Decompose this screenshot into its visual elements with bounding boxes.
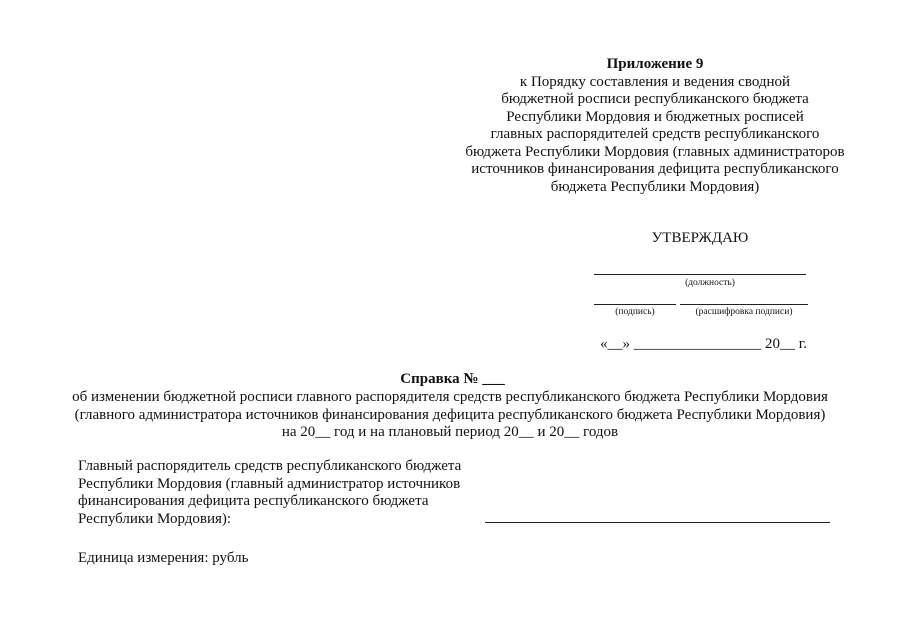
reference-line: на 20__ год и на плановый период 20__ и 20__ годов xyxy=(281,424,619,440)
appendix-line: Республики Мордовия и бюджетных росписей xyxy=(506,108,804,125)
unit-of-measure: Единица измерения: рубль xyxy=(78,550,249,566)
reference-title: Справка № ___ xyxy=(400,371,505,387)
signature-line xyxy=(594,304,676,305)
appendix-line: бюджетной росписи республиканского бюджета xyxy=(501,91,809,107)
reference-line: (главного администратора источников финансирования дефицита республиканского бюджета Республики Мордовия) xyxy=(74,406,826,423)
decoding-caption: (расшифровка подписи) xyxy=(695,307,793,317)
approval-date-line: «__» _________________ 20__ г. xyxy=(600,336,807,352)
appendix-title: Приложение 9 xyxy=(606,56,704,72)
appendix-line: главных распорядителей средств республиканского xyxy=(490,126,820,142)
position-caption: (должность) xyxy=(685,278,735,288)
appendix-line: к Порядку составления и ведения сводной xyxy=(519,73,791,90)
manager-label xyxy=(78,458,478,528)
manager-line: Республики Мордовия (главный администратор источников xyxy=(78,475,461,492)
position-line xyxy=(594,274,806,275)
reference-line: об изменении бюджетной росписи главного распорядителя средств республиканского бюджета Республики Мордовия xyxy=(72,389,828,405)
signature-decoding-line xyxy=(680,304,808,305)
manager-line: Главный распорядитель средств республиканского бюджета xyxy=(78,458,462,474)
appendix-line: бюджета Республики Мордовия) xyxy=(550,178,760,195)
manager-line: финансирования дефицита республиканского бюджета xyxy=(78,493,429,509)
signature-caption: (подпись) xyxy=(615,307,655,317)
appendix-line: источников финансирования дефицита республиканского xyxy=(471,161,839,177)
appendix-block xyxy=(455,56,855,196)
manager-line: Республики Мордовия): xyxy=(78,510,232,527)
approve-title: УТВЕРЖДАЮ xyxy=(651,230,749,246)
manager-fill-line xyxy=(485,522,830,523)
appendix-line: бюджета Республики Мордовия (главных администраторов xyxy=(465,143,845,160)
reference-subtitle xyxy=(40,389,860,442)
